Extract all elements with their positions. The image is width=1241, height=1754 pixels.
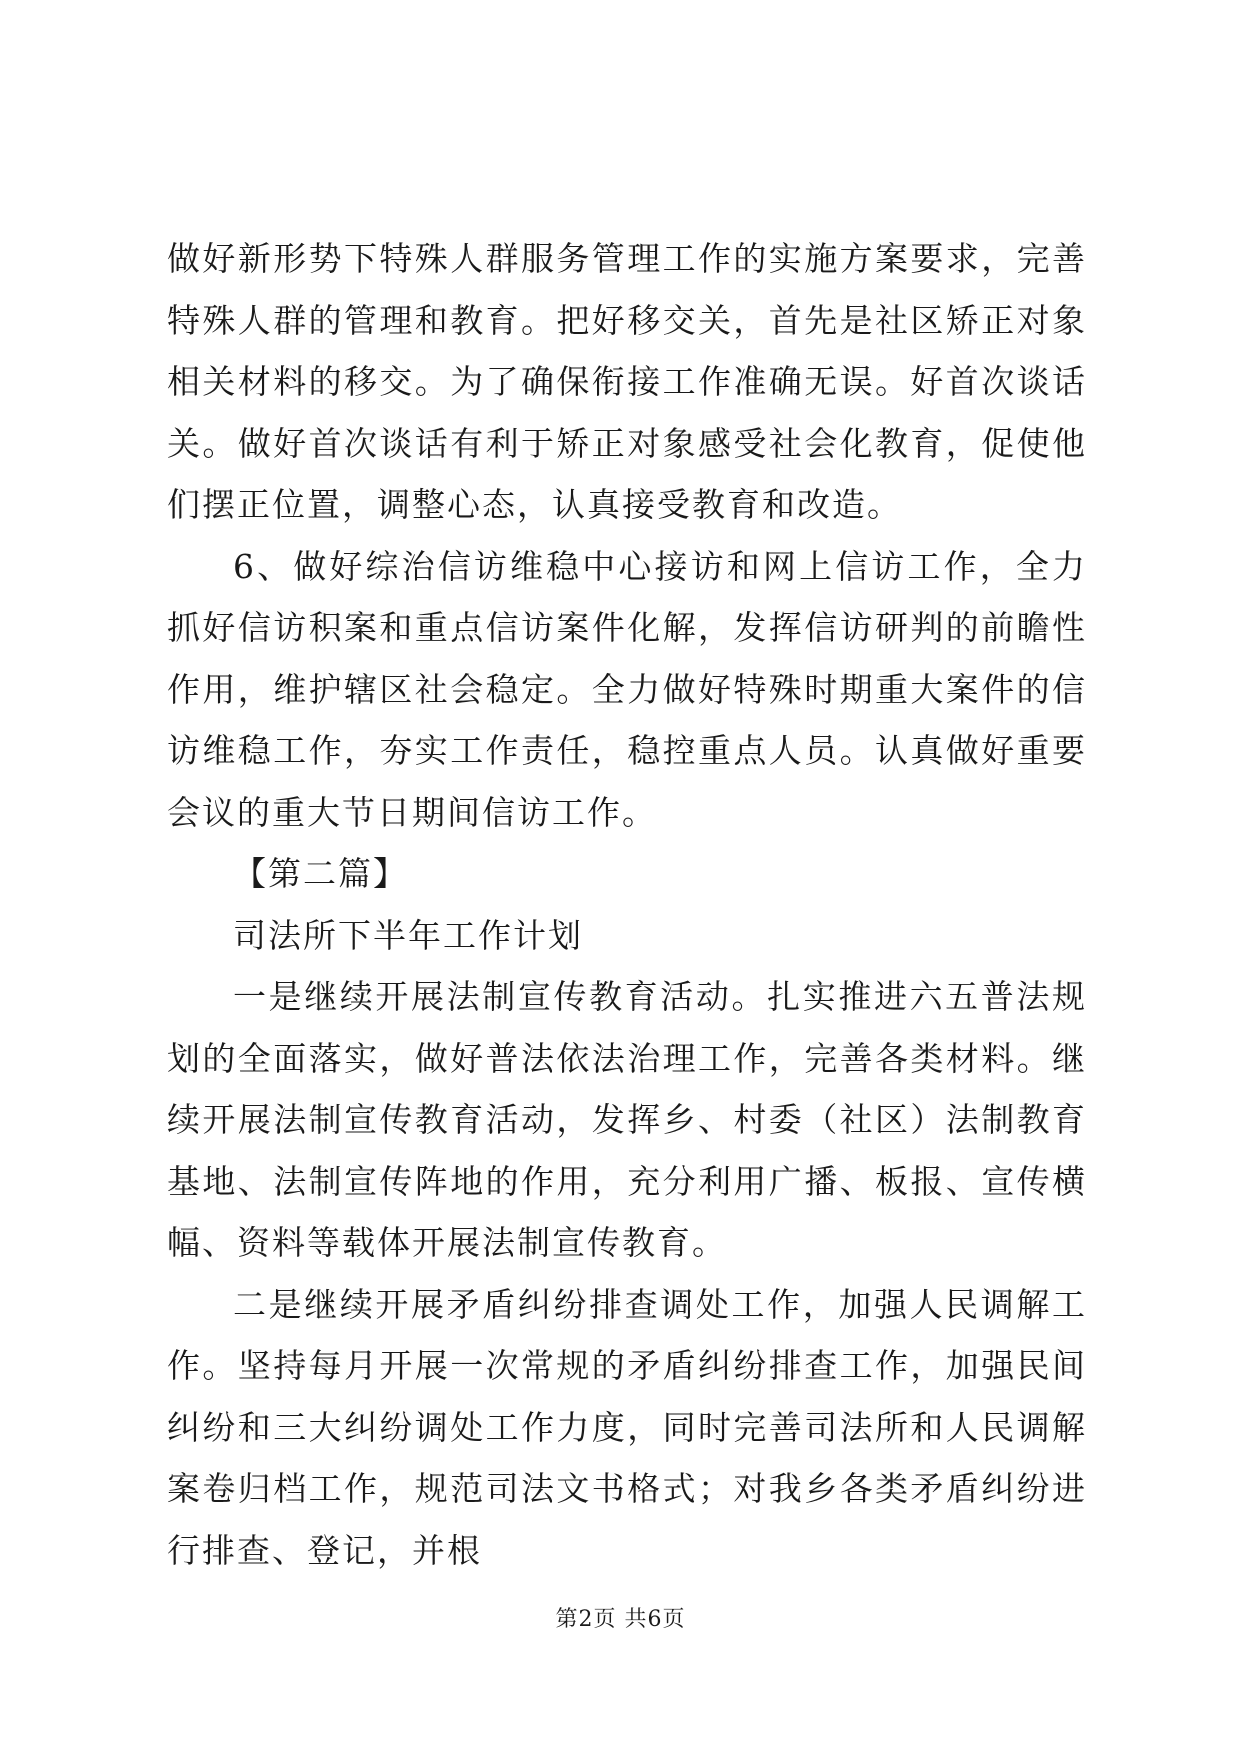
paragraph-special-population: 做好新形势下特殊人群服务管理工作的实施方案要求，完善特殊人群的管理和教育。把好移交关，首先是社区矫正对象相关材料的移交。为了确保衔接工作准确无误。好首次谈话关。做好首次谈话有利于矫正对象感受社会化教育，促使他们摆正位置，调整心态，认真接受教育和改造。 <box>167 239 1087 524</box>
page-number-footer: 第2页 共6页 <box>555 1607 686 1632</box>
document-body <box>167 228 1087 1581</box>
paragraph-legal-education: 一是继续开展法制宣传教育活动。扎实推进六五普法规划的全面落实，做好普法依法治理工作，完善各类材料。继续开展法制宣传教育活动，发挥乡、村委（社区）法制教育基地、法制宣传阵地的作用，充分利用广播、板报、宣传横幅、资料等载体开展法制宣传教育。 <box>167 977 1087 1262</box>
section-marker: 【第二篇】 <box>233 854 408 893</box>
section-title: 司法所下半年工作计划 <box>233 915 583 955</box>
paragraph-petition-work: 6、做好综治信访维稳中心接访和网上信访工作，全力抓好信访积案和重点信访案件化解，发挥信访研判的前瞻性作用，维护辖区社会稳定。全力做好特殊时期重大案件的信访维稳工作，夯实工作责任，稳控重点人员。认真做好重要会议的重大节日期间信访工作。 <box>167 546 1087 832</box>
paragraph-dispute-mediation: 二是继续开展矛盾纠纷排查调处工作，加强人民调解工作。坚持每月开展一次常规的矛盾纠纷排查工作，加强民间纠纷和三大纠纷调处工作力度，同时完善司法所和人民调解案卷归档工作，规范司法文书格式；对我乡各类矛盾纠纷进行排查、登记，并根 <box>167 1284 1087 1570</box>
